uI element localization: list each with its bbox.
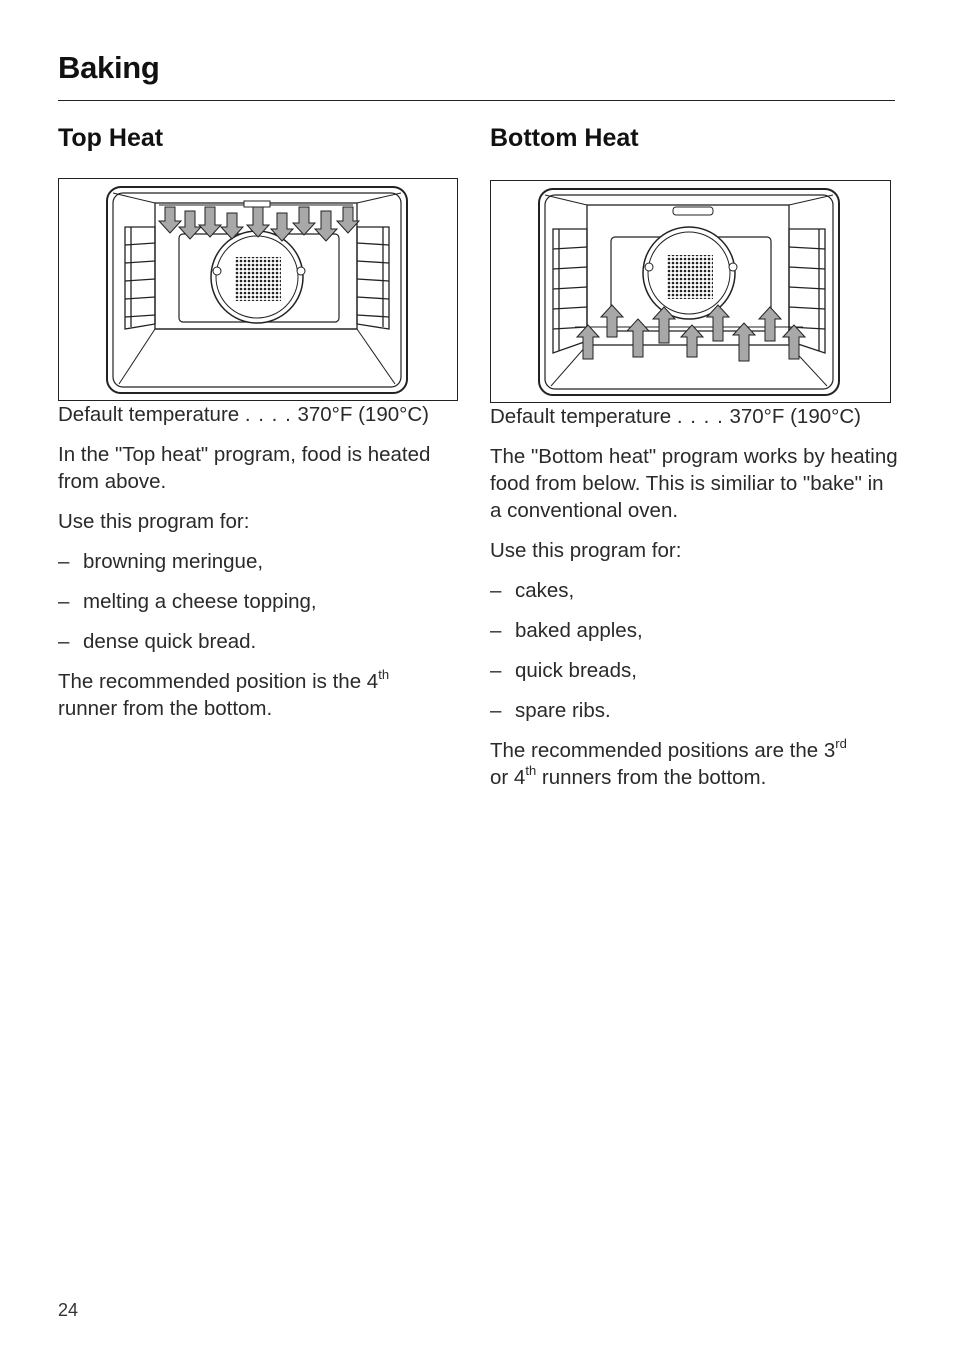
bottom-heat-section <box>490 124 900 804</box>
recommended-positions: The recommended positions are the 3rd or 4th runners from the bottom. <box>490 736 847 789</box>
recommended-position: The recommended position is the 4th runner from the bottom. <box>58 667 390 720</box>
temp-value: 370°F (190°C) <box>297 403 429 426</box>
temp-label: Default temperature <box>58 403 240 426</box>
bottom-heat-heading: Bottom Heat <box>490 124 639 152</box>
list-item: – cakes, <box>490 579 575 602</box>
top-heat-oven-illustration <box>58 178 458 401</box>
list-item: – baked apples, <box>490 619 643 642</box>
top-heat-heading: Top Heat <box>58 124 164 152</box>
bottom-heat-body <box>490 403 900 791</box>
list-item: – spare ribs. <box>490 699 611 722</box>
use-intro: Use this program for: <box>490 539 682 562</box>
temp-value: 370°F (190°C) <box>729 405 861 428</box>
default-temperature-row <box>58 401 468 428</box>
title-divider <box>58 100 895 101</box>
list-item: – melting a cheese topping, <box>58 590 317 613</box>
list-item: – quick breads, <box>490 659 637 682</box>
oven-bottom-heat-diagram <box>491 181 889 401</box>
top-heat-body <box>58 401 468 722</box>
temp-label: Default temperature <box>490 405 672 428</box>
oven-top-heat-diagram <box>59 179 456 399</box>
use-intro: Use this program for: <box>58 510 250 533</box>
list-item: – dense quick bread. <box>58 630 257 653</box>
default-temperature-row <box>490 403 900 430</box>
top-heat-section <box>58 124 468 735</box>
list-item: – browning meringue, <box>58 550 264 573</box>
bottom-heat-intro: The "Bottom heat" program works by heating food from below. This is similiar to "bake" in a conventional oven. <box>490 445 898 522</box>
bottom-heat-oven-illustration <box>490 180 891 403</box>
temp-dots: . . . . <box>244 403 292 426</box>
temp-dots: . . . . <box>676 405 724 428</box>
page-title: Baking <box>58 50 160 85</box>
top-heat-intro: In the "Top heat" program, food is heated from above. <box>58 443 431 493</box>
page-number: 24 <box>58 1300 79 1320</box>
